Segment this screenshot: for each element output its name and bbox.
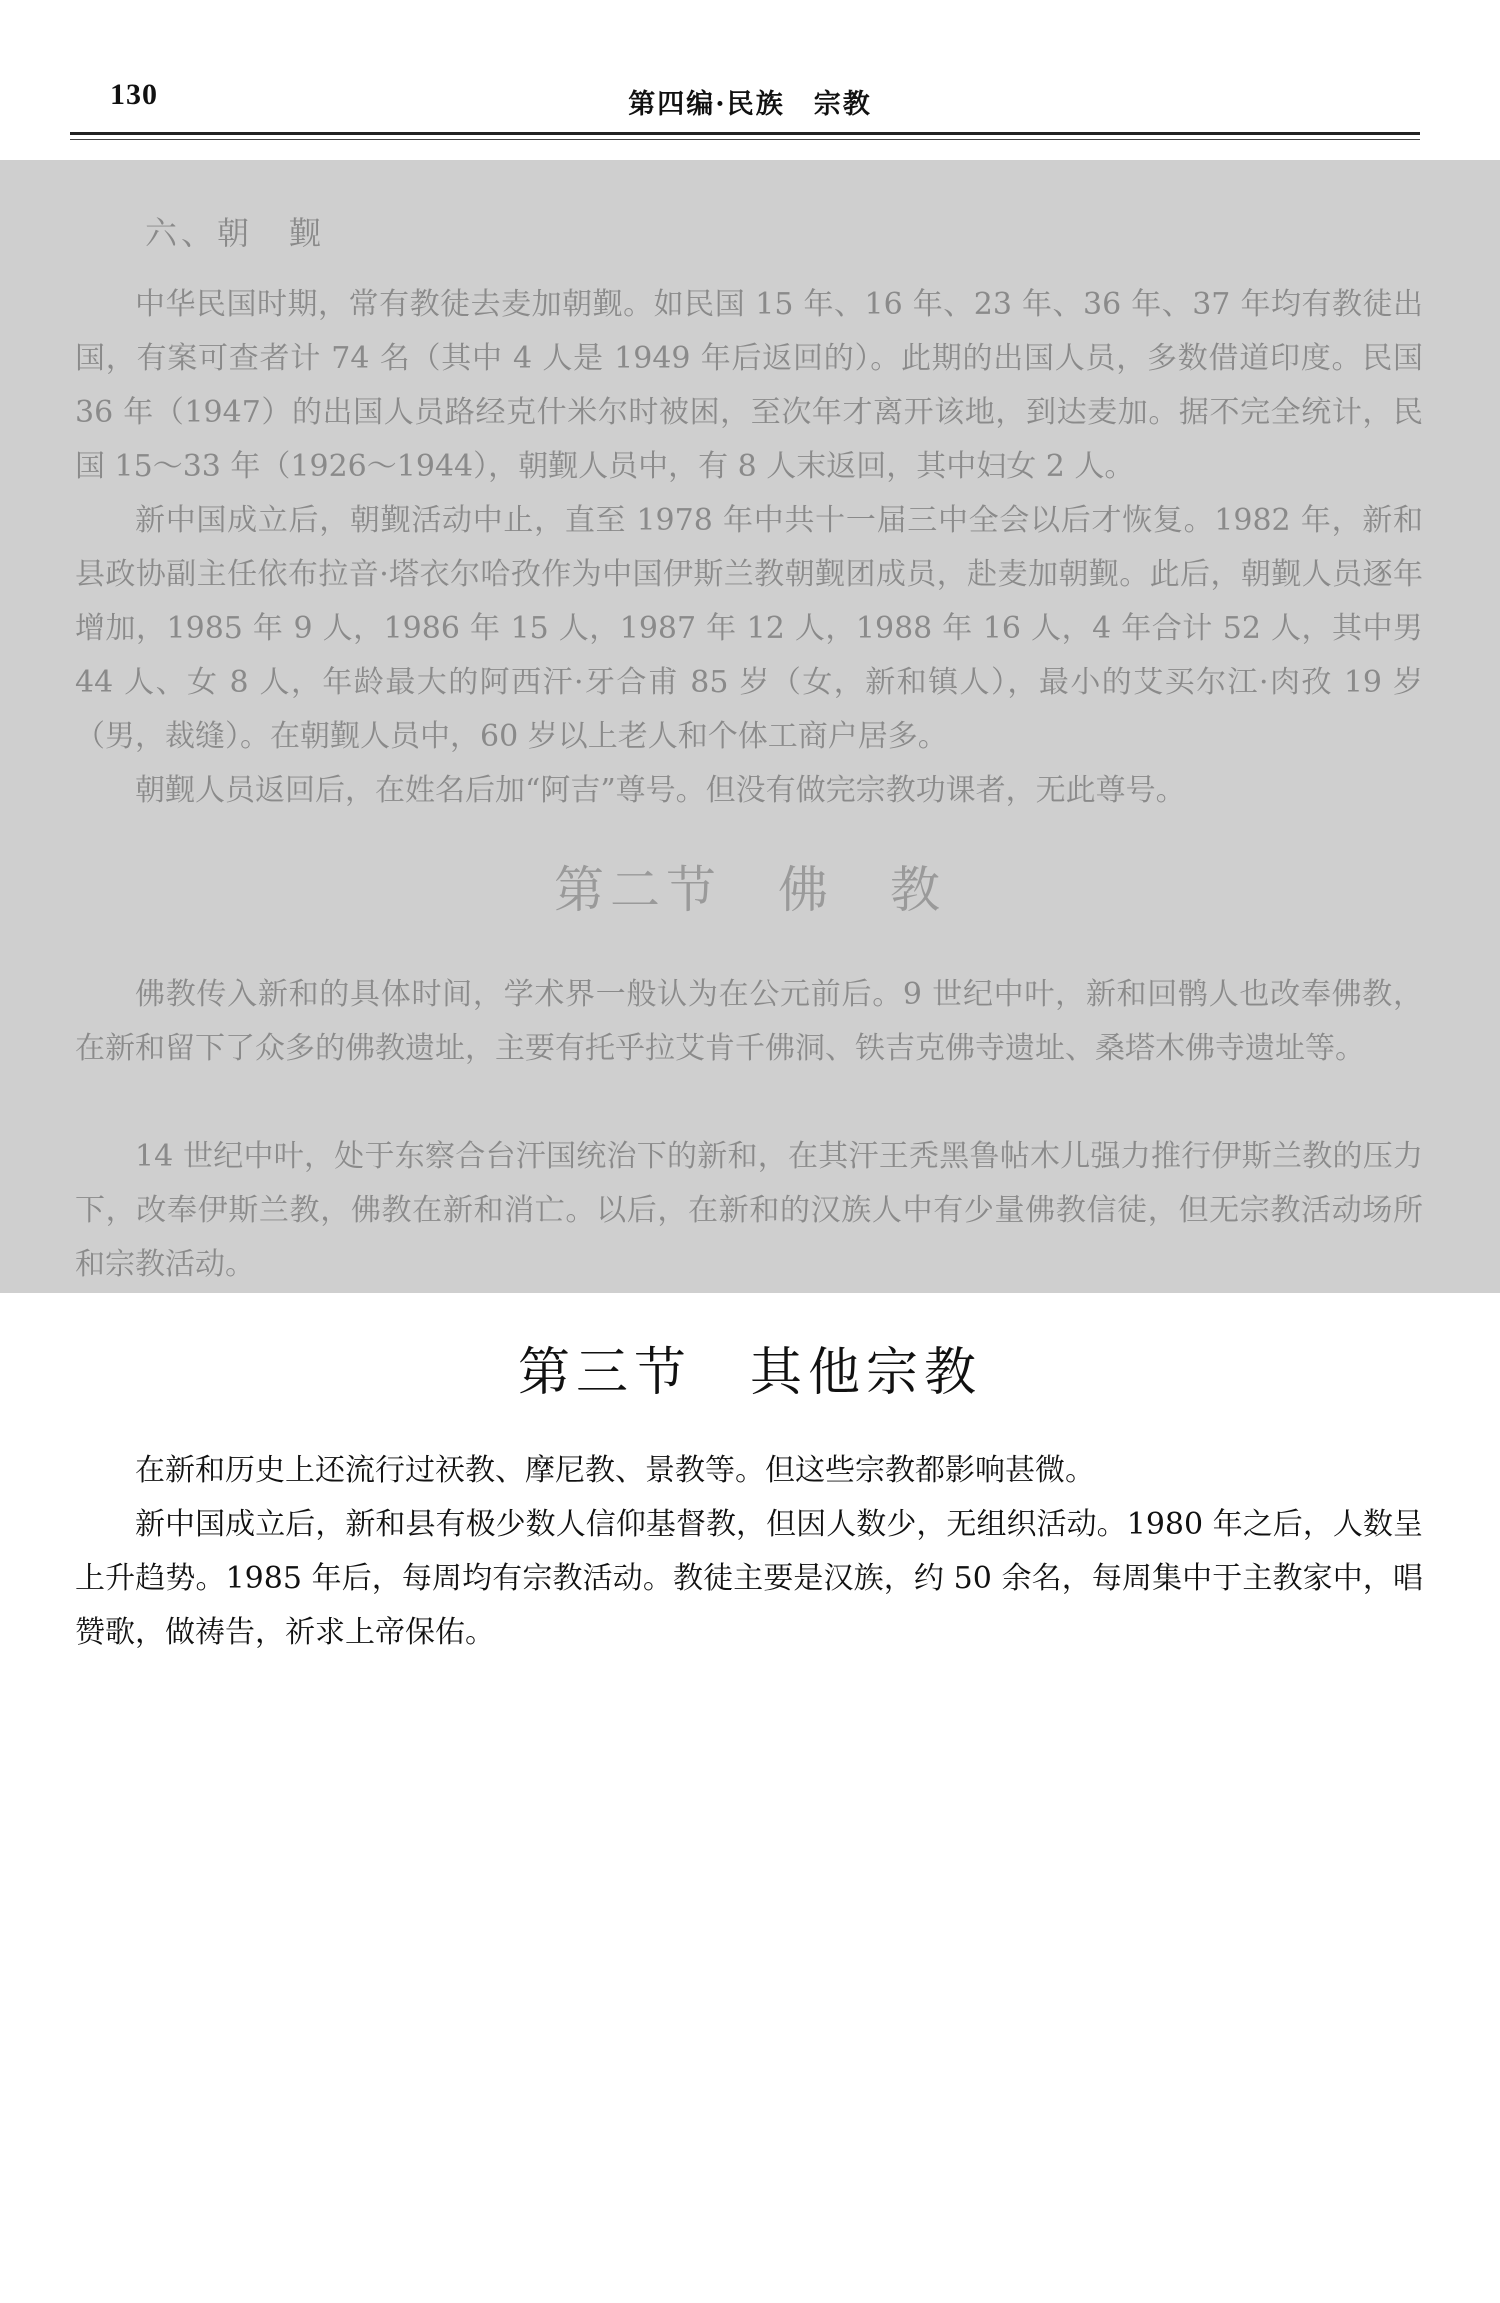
shaded-block — [0, 160, 1500, 1293]
subsection-heading: 六、朝 觐 — [145, 214, 326, 252]
paragraph-buddhism-2: 14 世纪中叶，处于东察合台汗国统治下的新和，在其汗王秃黑鲁帖木儿强力推行伊斯兰教的压力下，改奉伊斯兰教，佛教在新和消亡。以后，在新和的汉族人中有少量佛教信徒，但无宗教活动场所和宗教活动。 — [75, 1139, 1423, 1282]
running-head: 第四编·民族 宗教 — [628, 89, 872, 120]
paragraph-pilgrimage-2: 新中国成立后，朝觐活动中止，直至 1978 年中共十一届三中全会以后才恢复。1982 年，新和县政协副主任依布拉音·塔衣尔哈孜作为中国伊斯兰教朝觐团成员，赴麦加朝觐。此后，朝觐人员逐年增加，1985 年 9 人，1986 年 15 人，1987 年 12 人，1988 年 16 人，4 年合计 52 人，其中男 44 人、女 8 人，年龄最大的阿西汗·牙合甫 85 岁（女，新和镇人），最小的艾买尔江·肉孜 19 岁（男，裁缝）。在朝觐人员中，60 岁以上老人和个体工商户居多。 — [75, 503, 1423, 754]
paragraph-pilgrimage-1: 中华民国时期，常有教徒去麦加朝觐。如民国 15 年、16 年、23 年、36 年、37 年均有教徒出国，有案可查者计 74 名（其中 4 人是 1949 年后返回的）。此期的出国人员，多数借道印度。民国 36 年（1947）的出国人员路经克什米尔时被困，至次年才离开该地，到达麦加。据不完全统计，民国 15～33 年（1926～1944），朝觐人员中，有 8 人末返回，其中妇女 2 人。 — [75, 287, 1423, 484]
header-rule-thin — [70, 139, 1420, 140]
section-title-buddhism: 第二节 佛 教 — [554, 861, 946, 919]
paragraph-pilgrimage-3: 朝觐人员返回后，在姓名后加“阿吉”尊号。但没有做完宗教功课者，无此尊号。 — [135, 773, 1186, 808]
paragraph-other-2: 新中国成立后，新和县有极少数人信仰基督教，但因人数少，无组织活动。1980 年之后，人数呈上升趋势。1985 年后，每周均有宗教活动。教徒主要是汉族，约 50 余名，每周集中于主教家中，唱赞歌，做祷告，祈求上帝保佑。 — [75, 1507, 1423, 1650]
page-number: 130 — [110, 78, 158, 111]
section-title-other-religions: 第三节 其他宗教 — [517, 1343, 982, 1403]
paragraph-buddhism-1: 佛教传入新和的具体时间，学术界一般认为在公元前后。9 世纪中叶，新和回鹘人也改奉佛教，在新和留下了众多的佛教遗址，主要有托乎拉艾肯千佛洞、铁吉克佛寺遗址、桑塔木佛寺遗址等。 — [75, 977, 1423, 1066]
paragraph-other-1: 在新和历史上还流行过祆教、摩尼教、景教等。但这些宗教都影响甚微。 — [135, 1453, 1095, 1488]
header-rule-thick — [70, 132, 1420, 135]
